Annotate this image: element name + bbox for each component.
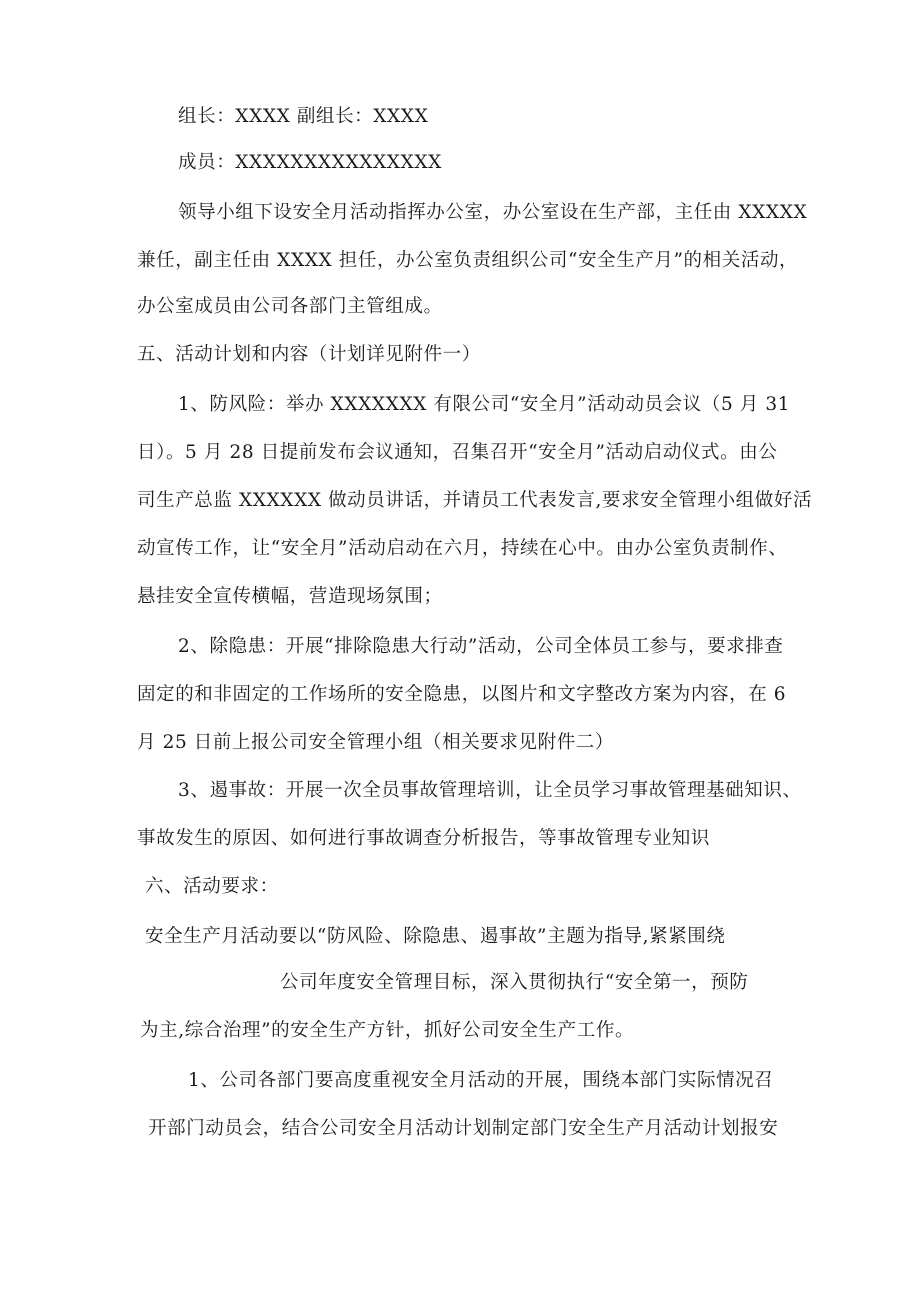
paragraph-line: 固定的和非固定的工作场所的安全隐患，以图片和文字整改方案为内容，在 6 (137, 684, 787, 705)
paragraph-line: 日）。5 月 28 日提前发布会议通知，召集召开“安全月”活动启动仪式。由公 (137, 442, 778, 463)
paragraph-line: 领导小组下设安全月活动指挥办公室，办公室设在生产部，主任由 XXXXX (178, 202, 808, 223)
paragraph-line: 动宣传工作，让“安全月”活动启动在六月，持续在心中。由办公室负责制作、 (137, 538, 788, 559)
paragraph-line: 月 25 日前上报公司安全管理小组（相关要求见附件二） (137, 732, 615, 753)
paragraph-line: 3、遏事故：开展一次全员事故管理培训，让全员学习事故管理基础知识、 (178, 780, 802, 801)
paragraph-line: 1、公司各部门要高度重视安全月活动的开展，围绕本部门实际情况召 (188, 1070, 774, 1091)
paragraph-line: 安全生产月活动要以“防风险、除隐患、遏事故”主题为指导,紧紧围绕 (145, 926, 726, 947)
section-heading: 六、活动要求： (145, 876, 279, 897)
paragraph-line: 开部门动员会，结合公司安全月活动计划制定部门安全生产月活动计划报安 (148, 1118, 779, 1139)
section-heading: 五、活动计划和内容（计划详见附件一） (137, 344, 481, 365)
paragraph-line: 公司年度安全管理目标，深入贯彻执行“安全第一，预防 (280, 972, 749, 993)
leader-line: 组长：XXXX 副组长：XXXX (178, 106, 429, 127)
paragraph-line: 事故发生的原因、如何进行事故调查分析报告，等事故管理专业知识 (137, 828, 711, 849)
paragraph-line: 司生产总监 XXXXXX 做动员讲话，并请员工代表发言,要求安全管理小组做好活 (137, 490, 813, 511)
paragraph-line: 为主,综合治理”的安全生产方针，抓好公司安全生产工作。 (140, 1020, 635, 1041)
paragraph-line: 2、除隐患：开展“排除隐患大行动”活动，公司全体员工参与，要求排查 (178, 636, 784, 657)
paragraph-line: 办公室成员由公司各部门主管组成。 (137, 296, 443, 317)
paragraph-line: 1、防风险：举办 XXXXXXX 有限公司“安全月”活动动员会议（5 月 31 (178, 394, 791, 415)
members-line: 成员：XXXXXXXXXXXXXXX (178, 152, 442, 173)
paragraph-line: 兼任，副主任由 XXXX 担任，办公室负责组织公司“安全生产月”的相关活动， (137, 250, 799, 271)
paragraph-line: 悬挂安全宣传横幅，营造现场氛围； (137, 586, 443, 607)
